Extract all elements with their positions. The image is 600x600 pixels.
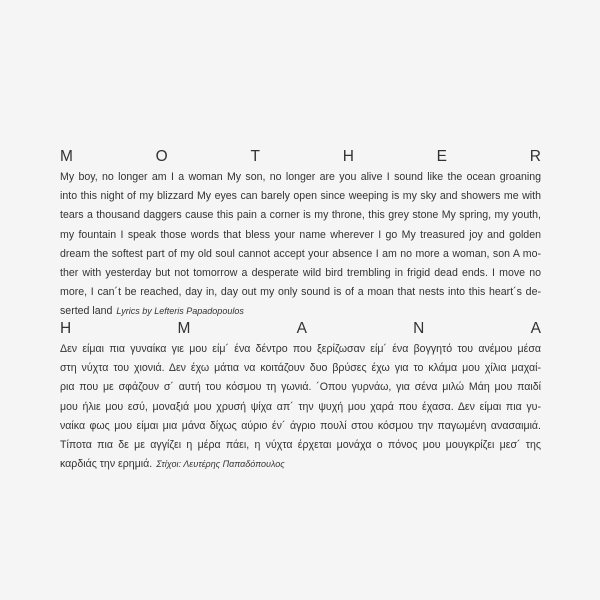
greek-lyrics: [60, 340, 541, 474]
title-letter: A: [296, 320, 307, 337]
title-letter: H: [342, 148, 354, 165]
title-letter: N: [413, 320, 425, 337]
lyric-line: Δεν είμαι πια γυναίκα γιε μου είμ´ ένα δέντρο που ξερίζωσαν είμ´ ένα βογγητό του ανέμου μέσα: [60, 343, 541, 355]
title-letter: M: [60, 148, 73, 165]
lyric-line: στη νύχτα του χιονιά. Δεν έχω μάτια να κοιτάζουν δυο βρύσες έχω για το κλάμα μου χίλια μαχαί-: [60, 362, 541, 375]
lyric-line: Τίποτα πια δε με αγγίζει η μέρα πάει, η νύχτα έρχεται μονάχα ο πόνος μου μουγκρίζει μεσ´ της: [60, 439, 541, 452]
lyrics-credit: Lyrics by Lefteris Papadopoulos: [116, 306, 244, 317]
greek-lyrics-section: [60, 318, 541, 474]
lyric-line: ρια που με σφάζουν σ´ αυτή του κόσμου τη γωνιά. ´Οπου γυρνάω, για σένα μιλώ Μάη μου παιδί: [60, 381, 541, 394]
title-letter: E: [436, 148, 447, 165]
title-letter: H: [60, 320, 72, 337]
lyric-line: tears a thousand daggers cause this pain a corner is my throne, this grey stone My spring, my youth,: [60, 209, 541, 222]
lyric-line-text: serted land: [60, 305, 113, 318]
title-letter: O: [155, 148, 168, 165]
greek-title: [60, 318, 541, 340]
lyric-line: into this night of my blizzard My eyes can barely open since weeping is my sky and showers me with: [60, 190, 541, 203]
english-title: [60, 146, 541, 168]
title-letter: M: [177, 320, 191, 337]
lyric-line: my fountain I speak those words that bless your name wherever I go My treasured joy and golden: [60, 228, 541, 241]
lyrics-credit: Στίχοι: Λευτέρης Παπαδόπουλος: [156, 459, 285, 470]
lyric-line: more, I can´t be reached, day in, day out my only sound is of a moan that nests into this heart´s de-: [60, 286, 541, 299]
english-lyrics: [60, 168, 541, 322]
lyric-line: ναίκα φως μου είμαι μια μάνα δίχως αύριο έν´ άγριο πουλί στου κόσμου την παγωμένη ανασαιμιά.: [60, 419, 541, 432]
lyric-line-last: [60, 455, 541, 474]
title-letter: T: [250, 148, 260, 165]
lyric-line: μου ήλιε μου εσύ, μοναξιά μου χρυσή ψίχα απ´ την ψυχή μου χαρά που έχασα. Δεν είμαι πια γυ-: [60, 400, 541, 413]
title-letter: R: [529, 148, 541, 165]
lyric-line: dream the softest part of my old soul cannot accept your absence I am no more a woman, son A mo-: [60, 247, 541, 260]
lyric-line: My boy, no longer am I a woman My son, no longer are you alive I sound like the ocean groaning: [60, 171, 541, 183]
lyric-line: ther with yesterday but not tomorrow a desperate wild bird trembling in frigid dead ends. I move no: [60, 267, 541, 280]
english-lyrics-section: [60, 146, 541, 322]
lyric-line-text: καρδιάς την ερημιά.: [60, 458, 153, 471]
title-letter: A: [530, 320, 541, 337]
